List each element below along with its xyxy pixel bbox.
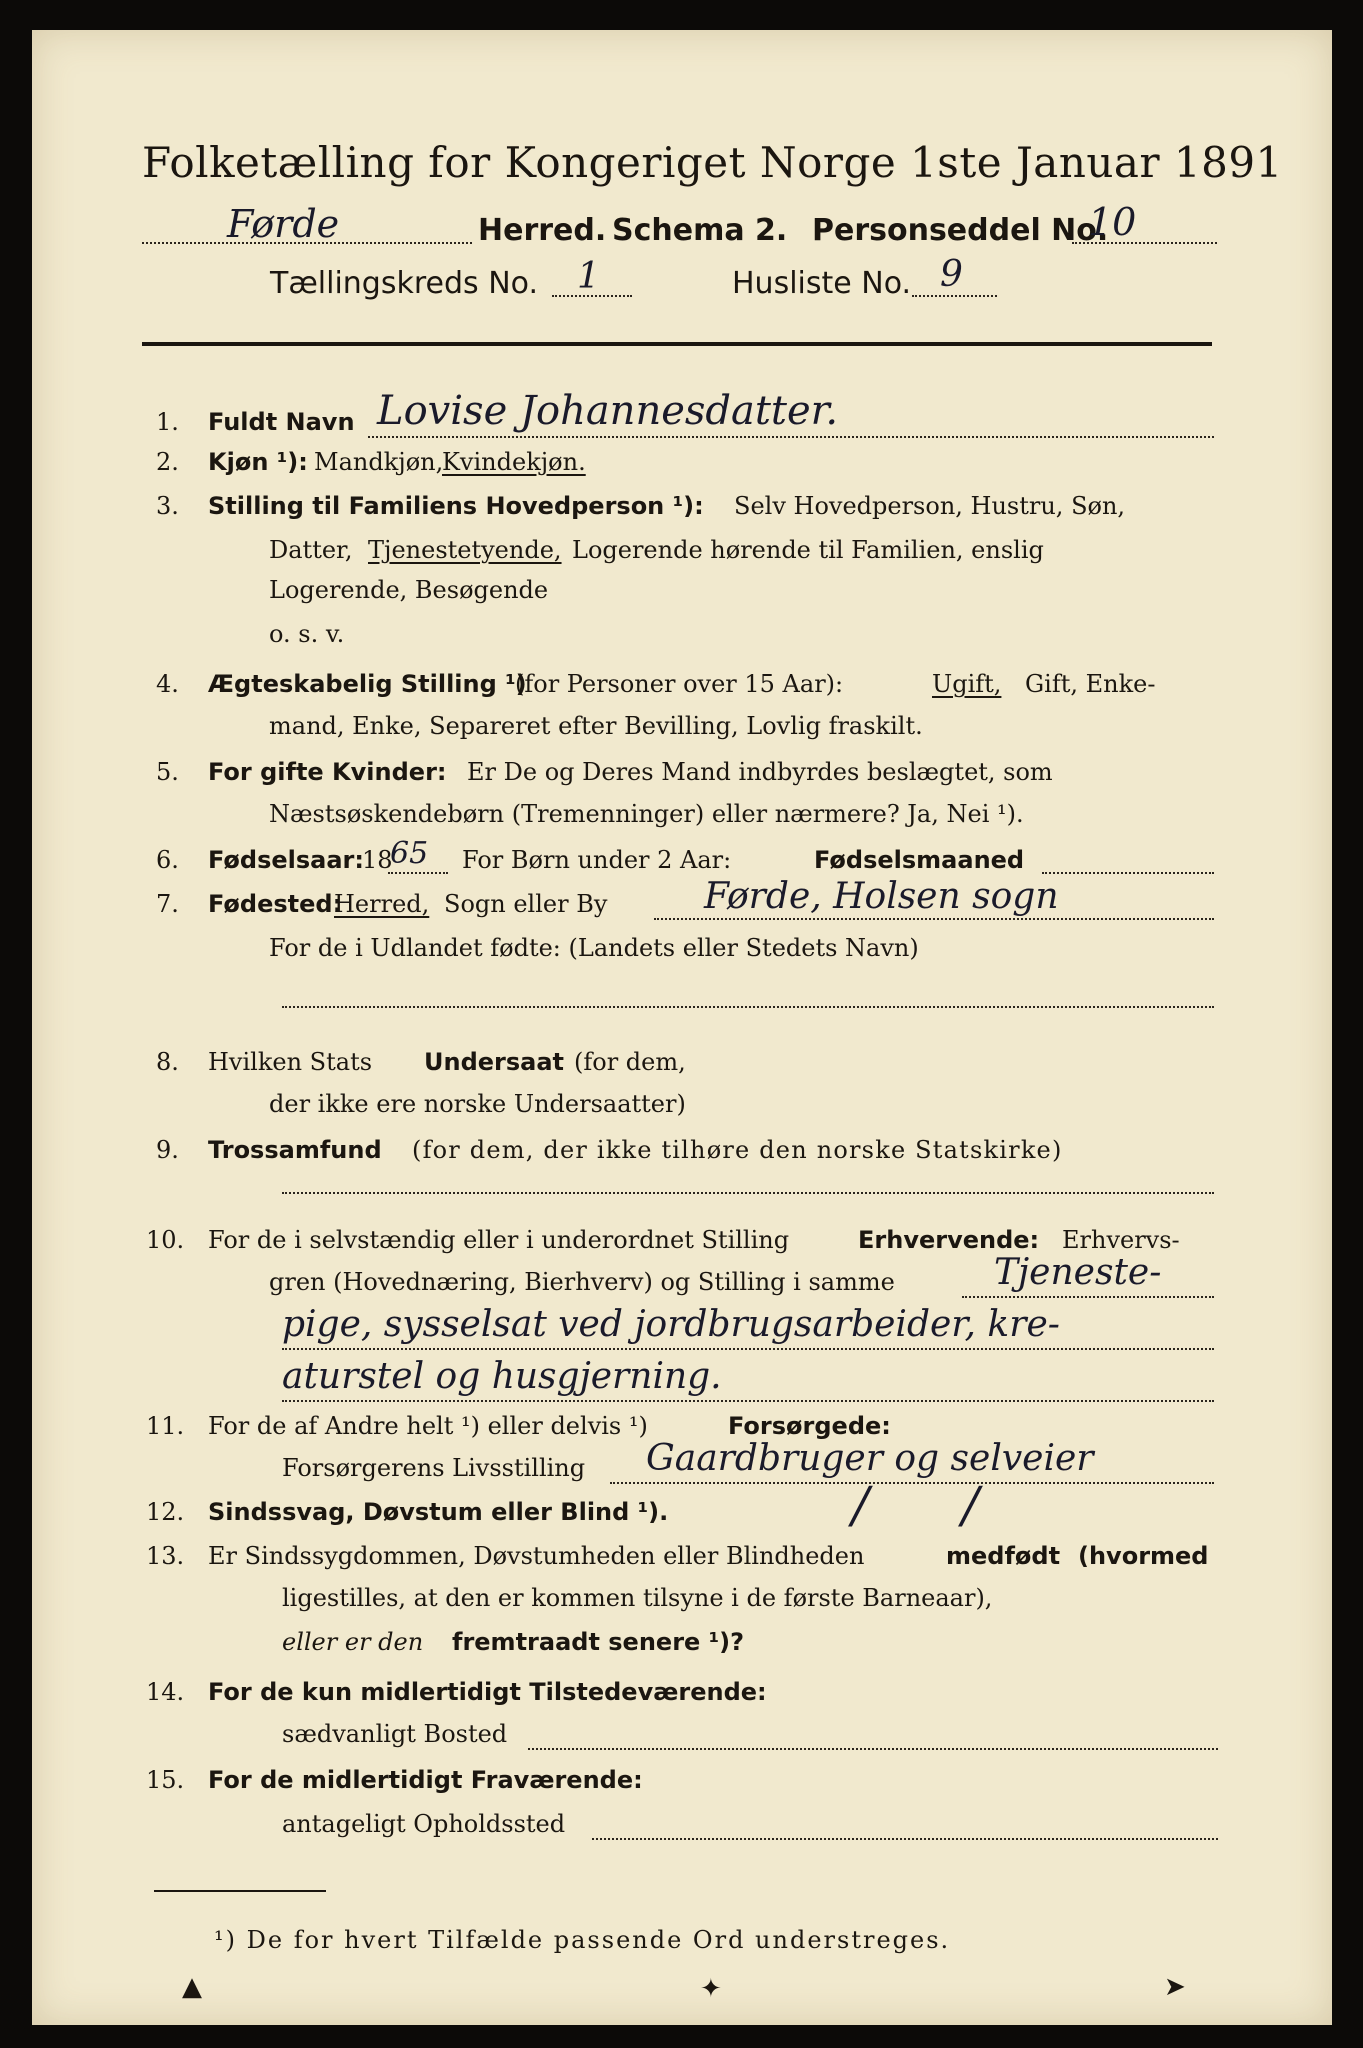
registration-mark-center: ✦ — [700, 1974, 722, 2004]
q2-mandkjon: Mandkjøn, — [314, 448, 444, 476]
q13-line1-a: Er Sindssygdommen, Døvstumheden eller Blindheden — [208, 1542, 865, 1570]
registration-mark-left: ▲ — [182, 1972, 202, 2002]
q7-value: Førde, Holsen sogn — [704, 876, 1059, 917]
q11-label: Forsørgede: — [728, 1412, 891, 1440]
header-divider — [142, 342, 1212, 346]
q9-number: 9. — [156, 1136, 179, 1164]
q1-label: Fuldt Navn — [208, 408, 355, 436]
q11-line2: Forsørgerens Livsstilling — [282, 1454, 586, 1482]
q2-kvindekjon: Kvindekjøn. — [442, 448, 586, 476]
q2-number: 2. — [156, 448, 179, 476]
q3-line3: Logerende, Besøgende — [269, 576, 549, 604]
q4-line1-a: (for Personer over 15 Aar): — [515, 670, 844, 698]
q8-label-a: Hvilken Stats — [208, 1048, 373, 1076]
q8-label-b: Undersaat — [424, 1048, 565, 1076]
q3-datter: Datter, — [269, 536, 353, 564]
q5-label: For gifte Kvinder: — [208, 758, 447, 786]
herred-value: Førde — [227, 202, 340, 246]
q15-label: For de midlertidigt Fraværende: — [208, 1766, 643, 1794]
q3-line4: o. s. v. — [269, 620, 345, 648]
q13-line3-a: eller er den — [282, 1628, 424, 1656]
q10-value2: pige, sysselsat ved jordbrugsarbeider, kre- — [282, 1304, 1060, 1345]
census-form — [32, 30, 1332, 2025]
q15-line2: antageligt Opholdssted — [282, 1810, 566, 1838]
q14-number: 14. — [146, 1678, 185, 1706]
q3-tjenestetyende: Tjenestetyende, — [368, 536, 562, 564]
taellingskreds-label: Tællingskreds No. — [270, 266, 538, 301]
ditto-mark-1: / — [852, 1476, 869, 1534]
q7-label: Fødested: — [208, 890, 343, 918]
q13-number: 13. — [146, 1542, 185, 1570]
ditto-mark-2: / — [962, 1476, 979, 1534]
q4-line1-c: Gift, Enke- — [1025, 670, 1156, 698]
q15-number: 15. — [146, 1766, 185, 1794]
q10-value3: aturstel og husgjerning. — [282, 1356, 722, 1397]
q1-value: Lovise Johannesdatter. — [377, 388, 839, 434]
q3-line1: Selv Hovedperson, Hustru, Søn, — [734, 492, 1126, 520]
q1-number: 1. — [156, 408, 179, 436]
q8-line2: der ikke ere norske Undersaatter) — [269, 1090, 686, 1118]
q13-line1-c: (hvormed — [1078, 1542, 1209, 1570]
q11-text: For de af Andre helt ¹) eller delvis ¹) — [208, 1412, 648, 1440]
q7-line2: For de i Udlandet fødte: (Landets eller Stedets Navn) — [269, 934, 919, 962]
q5-line1: Er De og Deres Mand indbyrdes beslægtet, som — [467, 758, 1053, 786]
q3-label: Stilling til Familiens Hovedperson ¹): — [208, 492, 704, 520]
q6-number: 6. — [156, 846, 179, 874]
q11-number: 11. — [146, 1412, 185, 1440]
q10-label: Erhvervende: — [858, 1226, 1040, 1254]
q10-value1: Tjeneste- — [994, 1252, 1162, 1293]
q8-line1: (for dem, — [574, 1048, 686, 1076]
q3-number: 3. — [156, 492, 179, 520]
q5-line2: Næstsøskendebørn (Tremenninger) eller nærmere? Ja, Nei ¹). — [269, 800, 1024, 828]
q12-number: 12. — [146, 1498, 185, 1526]
q13-line1-b: medfødt — [946, 1542, 1061, 1570]
q6-text: For Børn under 2 Aar: — [462, 846, 732, 874]
q13-line2: ligestilles, at den er kommen tilsyne i de første Barneaar), — [282, 1584, 993, 1612]
q4-line2: mand, Enke, Separeret efter Bevilling, Lovlig fraskilt. — [269, 712, 923, 740]
q10-line2: gren (Hovednæring, Bierhverv) og Stilling i samme — [269, 1268, 895, 1296]
q6-prefix: 18 — [362, 846, 393, 874]
registration-mark-right: ➤ — [1164, 1972, 1186, 2002]
personseddel-value: 10 — [1088, 200, 1137, 244]
q12-label: Sindssvag, Døvstum eller Blind ¹). — [208, 1498, 669, 1526]
footnote-divider — [154, 1890, 326, 1892]
q10-text-b: Erhvervs- — [1062, 1226, 1180, 1254]
form-title: Folketælling for Kongeriget Norge 1ste Januar 1891 — [142, 138, 1283, 187]
footnote: ¹) De for hvert Tilfælde passende Ord understreges. — [214, 1926, 951, 1954]
q3-line2-rest: Logerende hørende til Familien, enslig — [572, 536, 1044, 564]
husliste-label: Husliste No. — [732, 266, 912, 301]
q2-label: Kjøn ¹): — [208, 448, 308, 476]
q14-line2: sædvanligt Bosted — [282, 1720, 508, 1748]
q14-label: For de kun midlertidigt Tilstedeværende: — [208, 1678, 767, 1706]
q4-label: Ægteskabelig Stilling ¹) — [208, 670, 527, 698]
schema-label: Schema 2. — [612, 213, 788, 248]
taellingskreds-value: 1 — [577, 256, 600, 297]
q6-value: 65 — [390, 836, 429, 871]
q7-number: 7. — [156, 890, 179, 918]
q4-number: 4. — [156, 670, 179, 698]
q6-label: Fødselsaar: — [208, 846, 364, 874]
personseddel-label: Personseddel No. — [812, 213, 1109, 248]
q5-number: 5. — [156, 758, 179, 786]
q10-text-a: For de i selvstændig eller i underordnet Stilling — [208, 1226, 790, 1254]
q7-sogn-by: Sogn eller By — [444, 890, 608, 918]
herred-label: Herred. — [478, 213, 607, 248]
q6-label2: Fødselsmaaned — [814, 846, 1025, 874]
q10-number: 10. — [146, 1226, 185, 1254]
q8-number: 8. — [156, 1048, 179, 1076]
q11-value: Gaardbruger og selveier — [646, 1438, 1094, 1479]
q13-line3-b: fremtraadt senere ¹)? — [452, 1628, 745, 1656]
husliste-value: 9 — [940, 254, 963, 295]
q9-text: (for dem, der ikke tilhøre den norske Statskirke) — [412, 1136, 1063, 1164]
q4-ugift: Ugift, — [932, 670, 1002, 698]
q7-herred: Herred, — [334, 890, 430, 918]
q9-label: Trossamfund — [208, 1136, 382, 1164]
